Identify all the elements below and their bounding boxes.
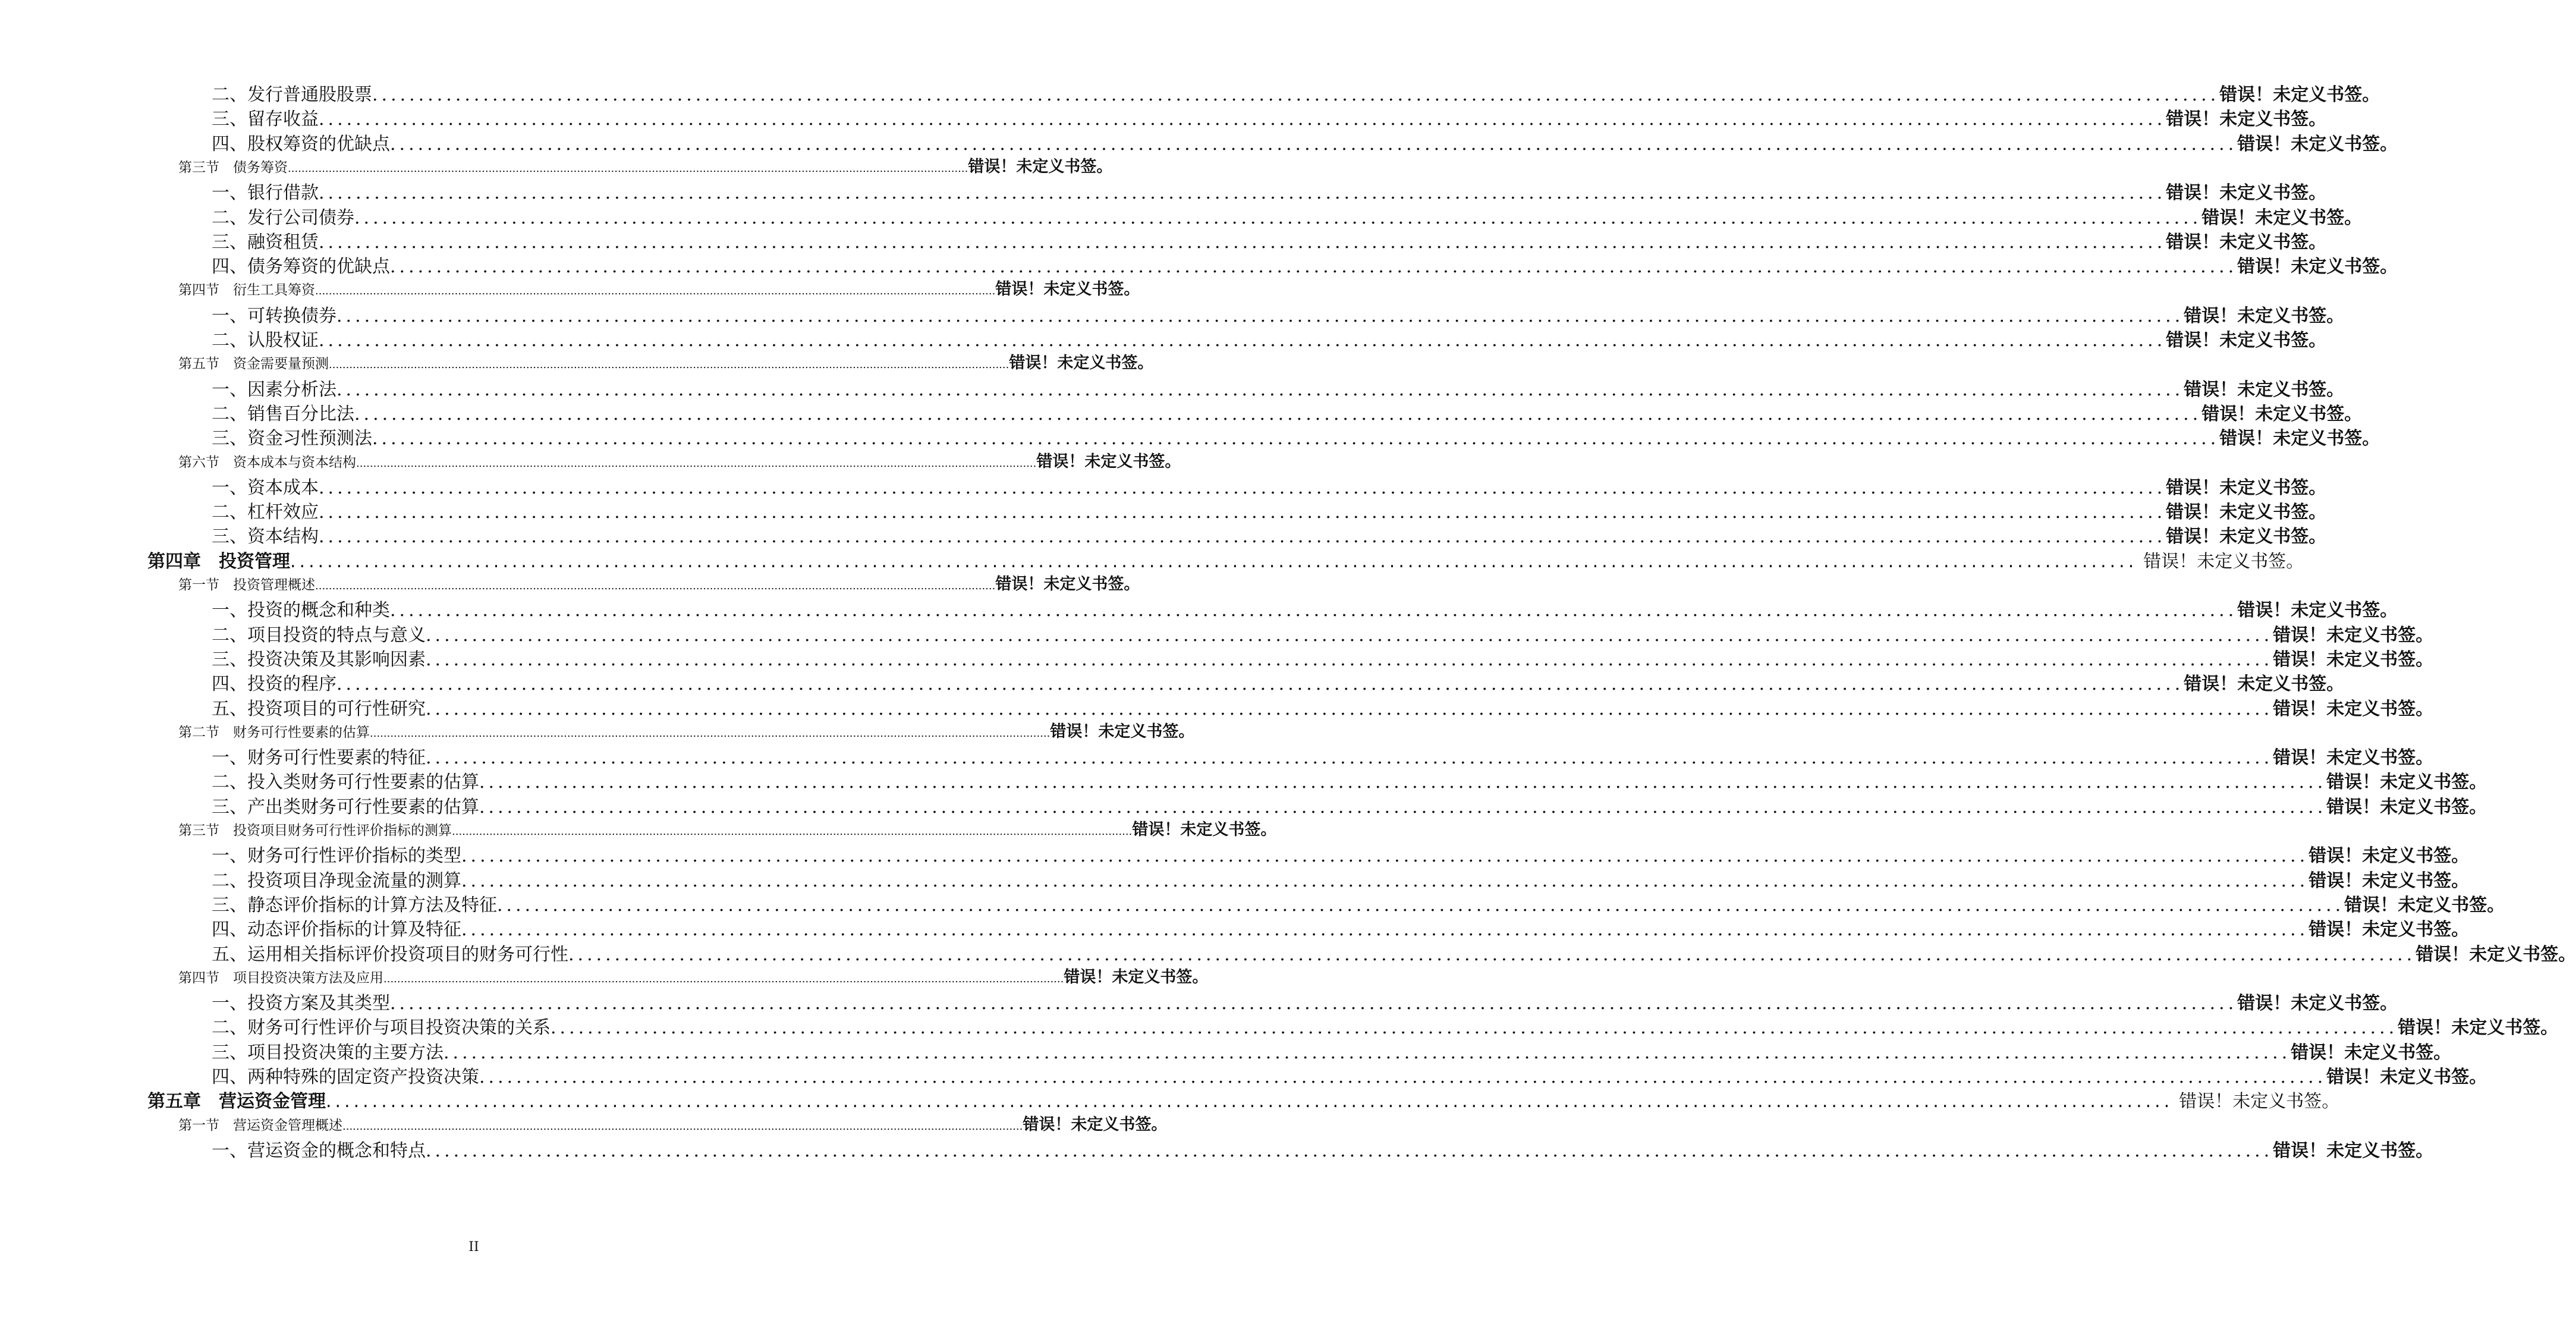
toc-entry-page-ref: 错误！未定义书签。 xyxy=(995,280,1140,298)
toc-entry-section[interactable] xyxy=(212,743,2434,768)
toc-entry-page-ref: 错误！未定义书签。 xyxy=(2326,797,2487,818)
toc-entry-label: 三、静态评价指标的计算方法及特征 xyxy=(212,895,497,916)
toc-entry-section[interactable] xyxy=(212,595,2398,621)
toc-dot-leader: ........................................................................................................................................................................................................ xyxy=(426,1140,2273,1161)
toc-entry-label: 四、两种特殊的固定资产投资决策 xyxy=(212,1067,479,1087)
toc-entry-subsection[interactable] xyxy=(178,1111,1168,1136)
toc-dot-leader: ........................................................................................................................................................................................................ xyxy=(461,870,2309,891)
toc-entry-page-ref: 错误！未定义书签。 xyxy=(2219,84,2380,105)
toc-entry-label: 第四章 投资管理 xyxy=(147,551,290,572)
toc-entry-label: 二、投资项目净现金流量的测算 xyxy=(212,870,461,891)
toc-entry-section[interactable] xyxy=(212,325,2327,351)
toc-dot-leader: ........................................................................................................................................................................................................ xyxy=(336,674,2184,694)
toc-entry-label: 一、投资的概念和种类 xyxy=(212,600,390,621)
toc-entry-label: 一、财务可行性评价指标的类型 xyxy=(212,845,461,866)
toc-entry-page-ref: 错误！未定义书签。 xyxy=(2273,649,2434,670)
toc-dot-leader: ........................................................................................................................................................................................................ xyxy=(319,183,2166,203)
toc-dot-leader: ........................................................................................................................................................................................................ xyxy=(390,993,2238,1014)
toc-entry-label: 四、投资的程序 xyxy=(212,674,336,694)
toc-entry-section[interactable] xyxy=(212,1136,2434,1161)
toc-entry-section[interactable] xyxy=(212,866,2470,891)
toc-entry-label: 第六节 资本成本与资本结构 xyxy=(178,455,356,470)
toc-entry-section[interactable] xyxy=(212,792,2487,818)
toc-entry-label: 三、产出类财务可行性要素的估算 xyxy=(212,797,479,818)
toc-dot-leader: ........................................................................................................................................................................................................ xyxy=(426,625,2273,646)
toc-entry-label: 一、银行借款 xyxy=(212,183,319,203)
toc-entry-page-ref: 错误！未定义书签。 xyxy=(2184,306,2345,326)
toc-dot-leader: ........................................................................................................................................................................................................ xyxy=(319,526,2166,547)
toc-dot-leader: ........................................................................................................................................................................................................ xyxy=(336,379,2184,400)
toc-entry-section[interactable] xyxy=(212,227,2327,253)
toc-entry-label: 一、资本成本 xyxy=(212,477,319,498)
toc-dot-leader: ........................................................................................................................................................................................................ xyxy=(336,306,2184,326)
toc-entry-page-ref: 错误！未定义书签。 xyxy=(2184,379,2345,400)
toc-entry-section[interactable] xyxy=(212,694,2434,719)
toc-dot-leader: ........................................................................................................................................................................................................ xyxy=(390,600,2238,621)
toc-entry-subsection[interactable] xyxy=(178,964,1209,989)
toc-entry-label: 一、可转换债券 xyxy=(212,306,336,326)
toc-entry-section[interactable] xyxy=(212,767,2487,793)
toc-entry-section[interactable] xyxy=(212,939,2576,965)
toc-entry-label: 二、发行公司债券 xyxy=(212,208,354,228)
toc-entry-page-ref: 错误！未定义书签。 xyxy=(2291,1042,2452,1063)
toc-entry-page-ref: 错误！未定义书签。 xyxy=(2166,183,2327,203)
toc-dot-leader: ........................................................................................................................................................................................................ xyxy=(390,134,2238,155)
toc-entry-label: 二、财务可行性评价与项目投资决策的关系 xyxy=(212,1017,551,1038)
toc-dot-leader: ........................................................................................................................................................................................................ xyxy=(315,285,996,297)
toc-dot-leader: ........................................................................................................................................................................................................ xyxy=(426,699,2273,719)
toc-entry-label: 一、投资方案及其类型 xyxy=(212,993,390,1014)
toc-entry-page-ref: 错误！未定义书签。 xyxy=(2179,1091,2340,1112)
toc-entry-label: 四、债务筹资的优缺点 xyxy=(212,256,390,277)
toc-dot-leader: ........................................................................................................................................................................................................ xyxy=(551,1017,2398,1038)
toc-dot-leader: ........................................................................................................................................................................................................ xyxy=(370,727,1050,740)
toc-dot-leader: ........................................................................................................................................................................................................ xyxy=(372,84,2220,105)
toc-entry-page-ref: 错误！未定义书签。 xyxy=(2166,526,2327,547)
toc-entry-section[interactable] xyxy=(212,914,2470,940)
toc-entry-label: 一、财务可行性要素的特征 xyxy=(212,747,426,768)
toc-entry-page-ref: 错误！未定义书签。 xyxy=(1050,722,1195,741)
toc-dot-leader: ........................................................................................................................................................................................................ xyxy=(497,895,2345,916)
toc-entry-page-ref: 错误！未定义书签。 xyxy=(2166,330,2327,351)
toc-entry-subsection[interactable] xyxy=(178,718,1195,743)
toc-entry-label: 第五章 营运资金管理 xyxy=(147,1091,326,1112)
toc-entry-label: 四、股权筹资的优缺点 xyxy=(212,134,390,155)
toc-entry-page-ref: 错误！未定义书签。 xyxy=(968,158,1113,176)
toc-entry-section[interactable] xyxy=(212,399,2363,425)
toc-entry-subsection[interactable] xyxy=(178,448,1181,473)
toc-entry-section[interactable] xyxy=(212,178,2327,203)
toc-entry-page-ref: 错误！未定义书签。 xyxy=(2273,699,2434,719)
toc-entry-page-ref: 错误！未定义书签。 xyxy=(1064,968,1209,986)
toc-entry-section[interactable] xyxy=(212,497,2327,523)
toc-dot-leader: ........................................................................................................................................................................................................ xyxy=(319,109,2166,130)
toc-dot-leader: ........................................................................................................................................................................................................ xyxy=(354,208,2202,228)
toc-entry-section[interactable] xyxy=(212,620,2434,646)
toc-dot-leader: ........................................................................................................................................................................................................ xyxy=(479,1067,2327,1087)
toc-dot-leader: ........................................................................................................................................................................................................ xyxy=(426,747,2273,768)
toc-entry-page-ref: 错误！未定义书签。 xyxy=(2326,1067,2487,1087)
toc-entry-page-ref: 错误！未定义书签。 xyxy=(2326,772,2487,793)
toc-entry-section[interactable] xyxy=(212,521,2327,547)
toc-dot-leader: ........................................................................................................................................................................................................ xyxy=(372,428,2220,449)
toc-dot-leader: ........................................................................................................................................................................................................ xyxy=(452,825,1133,838)
toc-entry-page-ref: 错误！未定义书签。 xyxy=(2219,428,2380,449)
toc-entry-section[interactable] xyxy=(212,645,2434,670)
toc-entry-page-ref: 错误！未定义书签。 xyxy=(2166,232,2327,253)
toc-entry-label: 第四节 衍生工具筹资 xyxy=(178,282,315,298)
toc-entry-page-ref: 错误！未定义书签。 xyxy=(2166,477,2327,498)
toc-dot-leader: ........................................................................................................................................................................................................ xyxy=(315,580,996,592)
toc-entry-label: 二、项目投资的特点与意义 xyxy=(212,625,426,646)
toc-entry-label: 一、营运资金的概念和特点 xyxy=(212,1140,426,1161)
toc-dot-leader: ........................................................................................................................................................................................................ xyxy=(326,1091,2174,1112)
toc-entry-page-ref: 错误！未定义书签。 xyxy=(2308,919,2470,940)
toc-entry-label: 第三节 投资项目财务可行性评价指标的测算 xyxy=(178,823,452,838)
toc-dot-leader: ........................................................................................................................................................................................................ xyxy=(461,919,2309,940)
toc-dot-leader: ........................................................................................................................................................................................................ xyxy=(319,502,2166,523)
toc-entry-label: 二、销售百分比法 xyxy=(212,404,354,425)
toc-entry-subsection[interactable] xyxy=(178,571,1140,596)
toc-entry-label: 二、发行普通股股票 xyxy=(212,84,372,105)
toc-entry-page-ref: 错误！未定义书签。 xyxy=(995,575,1140,593)
toc-entry-label: 二、杠杆效应 xyxy=(212,502,319,523)
toc-entry-page-ref: 错误！未定义书签。 xyxy=(2415,944,2576,965)
toc-dot-leader: ........................................................................................................................................................................................................ xyxy=(568,944,2416,965)
toc-entry-page-ref: 错误！未定义书签。 xyxy=(1036,452,1181,471)
toc-dot-leader: ........................................................................................................................................................................................................ xyxy=(329,359,1009,371)
toc-entry-label: 三、资金习性预测法 xyxy=(212,428,372,449)
toc-entry-label: 四、动态评价指标的计算及特征 xyxy=(212,919,461,940)
toc-entry-label: 第二节 财务可行性要素的估算 xyxy=(178,725,370,740)
toc-entry-page-ref: 错误！未定义书签。 xyxy=(2201,404,2363,425)
toc-dot-leader: ........................................................................................................................................................................................................ xyxy=(319,477,2166,498)
toc-dot-leader: ........................................................................................................................................................................................................ xyxy=(290,551,2138,572)
toc-entry-page-ref: 错误！未定义书签。 xyxy=(2308,845,2470,866)
toc-entry-page-ref: 错误！未定义书签。 xyxy=(2398,1017,2559,1038)
toc-dot-leader: ........................................................................................................................................................................................................ xyxy=(356,457,1037,470)
toc-entry-label: 第一节 营运资金管理概述 xyxy=(178,1118,342,1133)
toc-entry-page-ref: 错误！未定义书签。 xyxy=(2166,109,2327,130)
toc-entry-page-ref: 错误！未定义书签。 xyxy=(1009,354,1154,372)
toc-dot-leader: ........................................................................................................................................................................................................ xyxy=(319,330,2166,351)
toc-entry-section[interactable] xyxy=(212,104,2327,130)
toc-entry-section[interactable] xyxy=(212,301,2345,326)
toc-entry-page-ref: 错误！未定义书签。 xyxy=(2201,208,2363,228)
toc-entry-label: 二、认股权证 xyxy=(212,330,319,351)
toc-entry-label: 五、运用相关指标评价投资项目的财务可行性 xyxy=(212,944,568,965)
toc-entry-section[interactable] xyxy=(212,1062,2487,1087)
toc-entry-page-ref: 错误！未定义书签。 xyxy=(2166,502,2327,523)
toc-entry-label: 三、项目投资决策的主要方法 xyxy=(212,1042,444,1063)
toc-dot-leader: ........................................................................................................................................................................................................ xyxy=(383,973,1064,985)
toc-entry-section[interactable] xyxy=(212,80,2380,105)
toc-entry-page-ref: 错误！未定义书签。 xyxy=(2184,674,2345,694)
toc-entry-section[interactable] xyxy=(212,129,2398,155)
toc-entry-subsection[interactable] xyxy=(178,153,1113,178)
toc-entry-page-ref: 错误！未定义书签。 xyxy=(1132,821,1277,839)
toc-entry-page-ref: 错误！未定义书签。 xyxy=(2273,1140,2434,1161)
toc-dot-leader: ........................................................................................................................................................................................................ xyxy=(354,404,2202,425)
toc-entry-page-ref: 错误！未定义书签。 xyxy=(1023,1115,1168,1134)
toc-entry-subsection[interactable] xyxy=(178,276,1140,301)
toc-entry-page-ref: 错误！未定义书签。 xyxy=(2143,551,2304,572)
toc-dot-leader: ........................................................................................................................................................................................................ xyxy=(426,649,2273,670)
toc-entry-page-ref: 错误！未定义书签。 xyxy=(2237,256,2398,277)
toc-dot-leader: ........................................................................................................................................................................................................ xyxy=(444,1042,2291,1063)
toc-entry-label: 三、资本结构 xyxy=(212,526,319,547)
toc-dot-leader: ........................................................................................................................................................................................................ xyxy=(479,797,2327,818)
toc-entry-section[interactable] xyxy=(212,473,2327,498)
toc-entry-label: 一、因素分析法 xyxy=(212,379,336,400)
toc-entry-section[interactable] xyxy=(212,841,2470,866)
toc-entry-label: 第五节 资金需要量预测 xyxy=(178,356,329,372)
toc-entry-label: 第三节 债务筹资 xyxy=(178,160,288,175)
toc-entry-section[interactable] xyxy=(212,890,2505,916)
toc-entry-label: 第一节 投资管理概述 xyxy=(178,577,315,593)
toc-dot-leader: ........................................................................................................................................................................................................ xyxy=(479,772,2327,793)
toc-entry-label: 三、融资租赁 xyxy=(212,232,319,253)
toc-entry-subsection[interactable] xyxy=(178,816,1277,841)
toc-entry-label: 五、投资项目的可行性研究 xyxy=(212,699,426,719)
toc-entry-page-ref: 错误！未定义书签。 xyxy=(2273,625,2434,646)
toc-entry-section[interactable] xyxy=(212,423,2380,449)
toc-entry-page-ref: 错误！未定义书签。 xyxy=(2273,747,2434,768)
toc-entry-subsection[interactable] xyxy=(178,350,1154,375)
toc-entry-chapter[interactable] xyxy=(147,546,2304,572)
toc-entry-label: 三、留存收益 xyxy=(212,109,319,130)
toc-entry-section[interactable] xyxy=(212,988,2398,1014)
toc-entry-label: 三、投资决策及其影响因素 xyxy=(212,649,426,670)
toc-entry-page-ref: 错误！未定义书签。 xyxy=(2308,870,2470,891)
toc-entry-page-ref: 错误！未定义书签。 xyxy=(2237,600,2398,621)
toc-dot-leader: ........................................................................................................................................................................................................ xyxy=(288,162,968,175)
toc-dot-leader: ........................................................................................................................................................................................................ xyxy=(390,256,2238,277)
toc-entry-section[interactable] xyxy=(212,669,2345,694)
toc-entry-page-ref: 错误！未定义书签。 xyxy=(2344,895,2505,916)
toc-entry-section[interactable] xyxy=(212,203,2363,228)
toc-dot-leader: ........................................................................................................................................................................................................ xyxy=(461,845,2309,866)
toc-entry-section[interactable] xyxy=(212,1013,2559,1038)
toc-entry-page-ref: 错误！未定义书签。 xyxy=(2237,134,2398,155)
page-number: II xyxy=(468,1240,479,1255)
toc-entry-page-ref: 错误！未定义书签。 xyxy=(2237,993,2398,1014)
toc-entry-section[interactable] xyxy=(212,375,2345,400)
toc-entry-label: 第四节 项目投资决策方法及应用 xyxy=(178,970,383,986)
toc-dot-leader: ........................................................................................................................................................................................................ xyxy=(319,232,2166,253)
toc-entry-section[interactable] xyxy=(212,252,2398,277)
toc-entry-chapter[interactable] xyxy=(147,1086,2340,1112)
toc-entry-section[interactable] xyxy=(212,1038,2452,1063)
toc-dot-leader: ........................................................................................................................................................................................................ xyxy=(342,1120,1023,1133)
toc-entry-label: 二、投入类财务可行性要素的估算 xyxy=(212,772,479,793)
